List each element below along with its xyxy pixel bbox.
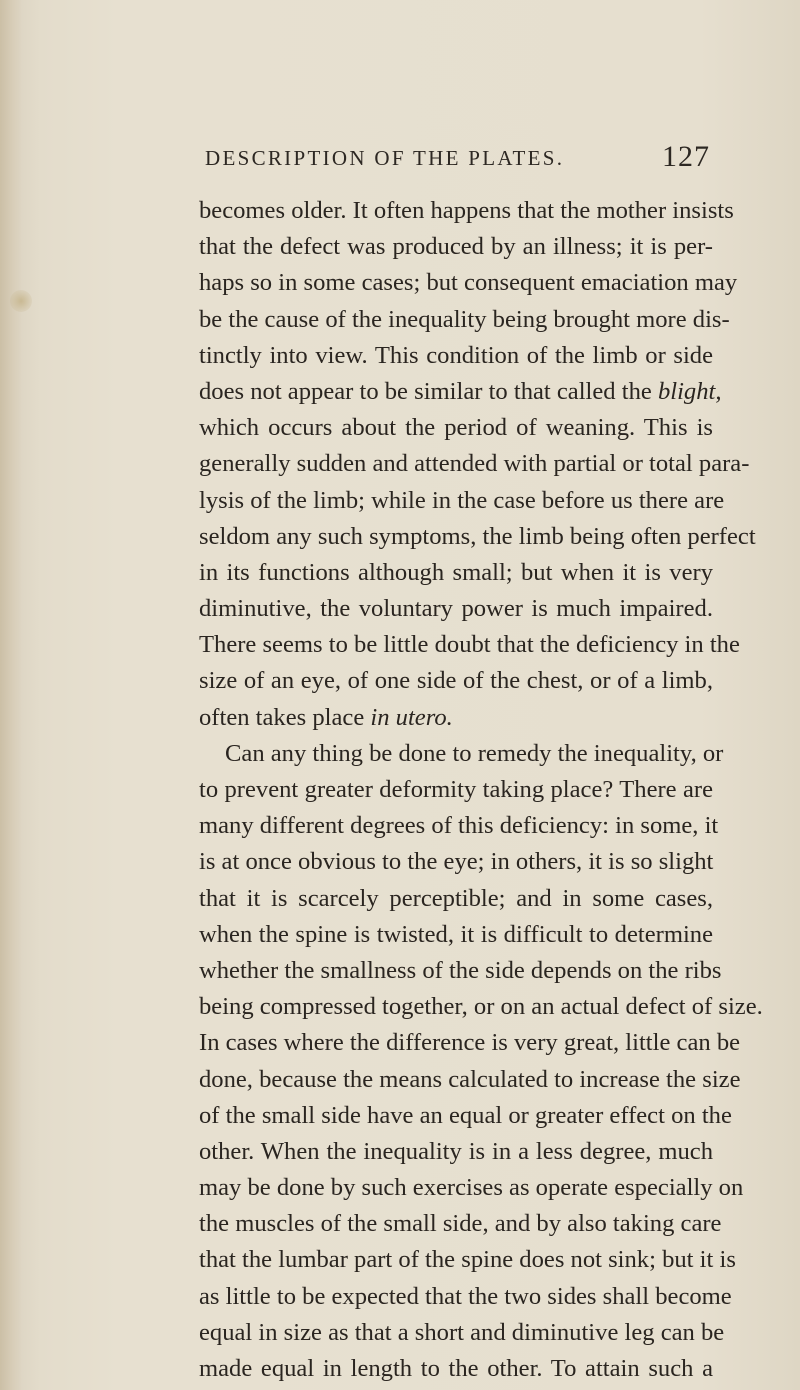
text-line: becomes older. It often happens that the mother insists <box>199 197 734 224</box>
text-line: to prevent greater deformity taking place? There are <box>199 776 713 803</box>
text-line: many different degrees of this deficiency: in some, it <box>199 812 719 840</box>
text-line: There seems to be little doubt that the deficiency in the <box>199 631 740 659</box>
text-line: that the defect was produced by an illness; it is per- <box>199 233 713 261</box>
italic-term-blight: blight, <box>657 377 722 405</box>
text-line: equal in size as that a short and diminutive leg can be <box>199 1318 725 1346</box>
page-edge-shadow <box>0 0 22 1390</box>
text-line: in its functions although small; but when it is very <box>199 558 713 586</box>
paper-stain <box>10 290 32 312</box>
running-head: DESCRIPTION OF THE PLATES. <box>205 146 565 170</box>
text-line: generally sudden and attended with partial or total para- <box>199 450 750 478</box>
text-line: diminutive, the voluntary power is much impaired. <box>199 595 713 623</box>
text-line: the muscles of the small side, and by also taking care <box>199 1210 722 1238</box>
text-line: as little to be expected that the two sides shall become <box>199 1282 732 1310</box>
text-line: being compressed together, or on an actual defect of size. <box>199 993 763 1021</box>
text-line: may be done by such exercises as operate especially on <box>199 1174 744 1202</box>
text-line: that it is scarcely perceptible; and in some cases, <box>199 884 713 912</box>
text-line <box>199 700 713 736</box>
text-line: that the lumbar part of the spine does not sink; but it is <box>199 1246 736 1274</box>
text-line <box>199 374 722 410</box>
text-line: In cases where the difference is very great, little can be <box>199 1029 741 1057</box>
text-line: when the spine is twisted, it is difficult to determine <box>199 920 713 948</box>
text-line: be the cause of the inequality being brought more dis- <box>199 305 730 333</box>
text-segment: often takes place <box>199 703 371 731</box>
italic-term-in-utero: in utero. <box>370 703 453 731</box>
text-line: other. When the inequality is in a less degree, much <box>199 1137 713 1165</box>
page-number: 127 <box>662 140 710 173</box>
text-line: which occurs about the period of weaning. This is <box>199 414 713 442</box>
text-line: of the small side have an equal or greater effect on the <box>199 1101 732 1129</box>
text-line: made equal in length to the other. To attain such a <box>199 1355 713 1382</box>
page-header <box>205 140 710 180</box>
text-line: is at once obvious to the eye; in others, it is so slight <box>199 848 714 876</box>
text-segment: does not appear to be similar to that called the <box>199 377 658 405</box>
text-line: done, because the means calculated to increase the size <box>199 1065 741 1093</box>
text-line: haps so in some cases; but consequent emaciation may <box>199 269 738 297</box>
text-line: Can any thing be done to remedy the inequality, or <box>225 739 724 767</box>
text-line: lysis of the limb; while in the case before us there are <box>199 486 725 514</box>
text-line: tinctly into view. This condition of the limb or side <box>199 341 713 369</box>
body-text <box>199 193 763 1387</box>
text-line: size of an eye, of one side of the chest, or of a limb, <box>199 667 713 695</box>
text-line: seldom any such symptoms, the limb being often perfect <box>199 522 756 550</box>
text-line: whether the smallness of the side depends on the ribs <box>199 956 722 984</box>
